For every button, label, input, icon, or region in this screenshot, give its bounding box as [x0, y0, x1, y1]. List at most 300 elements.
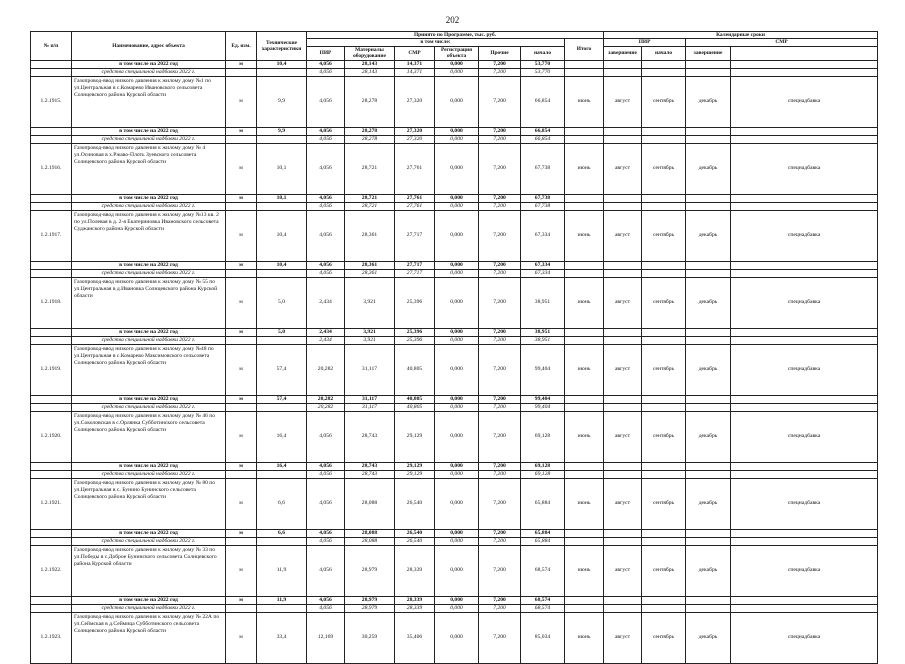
smr-end-cell: декабрь	[686, 612, 731, 663]
empty-cell	[686, 529, 731, 537]
row-number: 1.2.1915.	[31, 76, 72, 127]
funding-source-cell: спецнадбавка	[731, 143, 878, 194]
total-cell: 68,574	[521, 545, 565, 596]
smr-cell: 40,805	[395, 395, 435, 403]
subtotal-row	[31, 395, 878, 403]
reg-cell: 0,000	[435, 210, 479, 261]
smr-cell: 28,339	[395, 596, 435, 604]
tech-cell: 57,4	[257, 395, 307, 403]
object-row	[31, 143, 878, 194]
funding-source-cell: спецнадбавка	[731, 612, 878, 663]
mat-cell: 28,743	[345, 470, 395, 478]
funding-source-cell: спецнадбавка	[731, 210, 878, 261]
empty-cell	[642, 604, 686, 612]
other-cell: 7,200	[479, 68, 521, 76]
mat-cell: 31,117	[345, 403, 395, 411]
reg-cell: 0,000	[435, 537, 479, 545]
empty-cell	[604, 135, 642, 143]
other-cell: 7,200	[479, 537, 521, 545]
empty-cell	[642, 60, 686, 68]
empty-cell	[565, 68, 604, 76]
total-cell: 68,574	[521, 596, 565, 604]
empty-cell	[686, 261, 731, 269]
pir-start-cell: июнь	[565, 76, 604, 127]
pir-cell: 4,056	[307, 596, 345, 604]
smr-cell: 27,717	[395, 210, 435, 261]
pir-start-cell: июнь	[565, 612, 604, 663]
tech-cell	[257, 336, 307, 344]
smr-cell: 29,129	[395, 411, 435, 462]
unit-cell: м	[226, 210, 257, 261]
row-number: 1.2.1920.	[31, 411, 72, 462]
empty-cell	[565, 537, 604, 545]
total-cell: 66,854	[521, 76, 565, 127]
tech-cell	[257, 202, 307, 210]
empty-cell	[604, 328, 642, 336]
empty-cell	[31, 336, 72, 344]
empty-cell	[604, 596, 642, 604]
subtotal-label: в том числе на 2022 год	[72, 194, 226, 202]
reg-cell: 0,000	[435, 68, 479, 76]
pir-end-cell: август	[604, 210, 642, 261]
tech-cell	[257, 135, 307, 143]
smr-cell: 27,320	[395, 127, 435, 135]
empty-cell	[31, 529, 72, 537]
pir-start-cell: июнь	[565, 545, 604, 596]
empty-cell	[31, 127, 72, 135]
empty-cell	[731, 403, 878, 411]
tech-cell: 10,1	[257, 194, 307, 202]
other-cell: 7,200	[479, 545, 521, 596]
empty-cell	[686, 135, 731, 143]
table-body	[31, 60, 878, 663]
unit-cell	[226, 135, 257, 143]
pir-start-cell: июнь	[565, 143, 604, 194]
other-cell: 7,200	[479, 277, 521, 328]
reg-cell: 0,000	[435, 478, 479, 529]
unit-cell	[226, 604, 257, 612]
empty-cell	[642, 395, 686, 403]
smr-cell: 29,129	[395, 470, 435, 478]
total-cell: 53,770	[521, 68, 565, 76]
funding-source-cell: спецнадбавка	[731, 545, 878, 596]
other-cell: 7,200	[479, 604, 521, 612]
other-cell: 7,200	[479, 403, 521, 411]
object-name: Газопровод-ввод низкого давления к жилому дому № 4 ул.Осиновая в х.Ржаво-Плоть Зуевского сельсовета Солнцевского района Курской области	[72, 143, 226, 194]
smr-cell: 14,371	[395, 60, 435, 68]
other-cell: 7,200	[479, 261, 521, 269]
special-funds-row	[31, 135, 878, 143]
reg-cell: 0,000	[435, 344, 479, 395]
smr-end-cell: декабрь	[686, 344, 731, 395]
empty-cell	[31, 68, 72, 76]
special-funds-row	[31, 537, 878, 545]
empty-cell	[604, 60, 642, 68]
smr-cell: 29,129	[395, 462, 435, 470]
special-funds-label: средства специальной надбавки 2022 г.	[72, 604, 226, 612]
special-funds-row	[31, 470, 878, 478]
total-cell: 99,404	[521, 403, 565, 411]
empty-cell	[565, 202, 604, 210]
pir-cell: 4,056	[307, 604, 345, 612]
empty-cell	[642, 194, 686, 202]
mat-cell: 28,278	[345, 135, 395, 143]
mat-cell: 28,088	[345, 529, 395, 537]
empty-cell	[31, 596, 72, 604]
header-end-smr: завершение	[686, 46, 731, 60]
subtotal-row	[31, 194, 878, 202]
subtotal-row	[31, 462, 878, 470]
pir-cell: 20,282	[307, 395, 345, 403]
pir-cell: 4,056	[307, 68, 345, 76]
special-funds-label: средства специальной надбавки 2022 г.	[72, 269, 226, 277]
row-number: 1.2.1922.	[31, 545, 72, 596]
total-cell: 53,770	[521, 60, 565, 68]
other-cell: 7,200	[479, 328, 521, 336]
reg-cell: 0,000	[435, 194, 479, 202]
empty-cell	[642, 529, 686, 537]
mat-cell: 28,361	[345, 210, 395, 261]
empty-cell	[731, 529, 878, 537]
pir-cell: 4,056	[307, 470, 345, 478]
subtotal-label: в том числе на 2022 год	[72, 596, 226, 604]
unit-cell: м	[226, 194, 257, 202]
unit-cell	[226, 202, 257, 210]
tech-cell	[257, 537, 307, 545]
empty-cell	[565, 336, 604, 344]
object-name: Газопровод-ввод низкого давления к жилому дому № 46 по ул.Соколовская в с.Орлянка Субботинского сельсовета Солнцевского района Курской области	[72, 411, 226, 462]
empty-cell	[31, 604, 72, 612]
row-number: 1.2.1916.	[31, 143, 72, 194]
total-cell: 66,854	[521, 127, 565, 135]
empty-cell	[642, 328, 686, 336]
empty-cell	[565, 596, 604, 604]
empty-cell	[642, 537, 686, 545]
smr-cell: 27,320	[395, 135, 435, 143]
empty-cell	[642, 261, 686, 269]
unit-cell	[226, 269, 257, 277]
unit-cell: м	[226, 127, 257, 135]
reg-cell: 0,000	[435, 336, 479, 344]
row-number: 1.2.1921.	[31, 478, 72, 529]
empty-cell	[731, 604, 878, 612]
smr-start-cell: сентябрь	[642, 478, 686, 529]
unit-cell: м	[226, 411, 257, 462]
reg-cell: 0,000	[435, 202, 479, 210]
other-cell: 7,200	[479, 411, 521, 462]
empty-cell	[604, 194, 642, 202]
mat-cell: 28,743	[345, 411, 395, 462]
unit-cell: м	[226, 612, 257, 663]
smr-start-cell: сентябрь	[642, 545, 686, 596]
pir-cell: 12,169	[307, 612, 345, 663]
tech-cell: 57,4	[257, 344, 307, 395]
header-cal-smr: СМР	[686, 39, 878, 46]
tech-cell: 5,0	[257, 277, 307, 328]
header-start-pir: начало	[521, 46, 565, 60]
smr-cell: 27,761	[395, 194, 435, 202]
pir-end-cell: август	[604, 612, 642, 663]
mat-cell: 28,088	[345, 478, 395, 529]
pir-end-cell: август	[604, 344, 642, 395]
mat-cell: 28,979	[345, 596, 395, 604]
smr-cell: 28,339	[395, 545, 435, 596]
pir-cell: 4,056	[307, 135, 345, 143]
special-funds-label: средства специальной надбавки 2022 г.	[72, 336, 226, 344]
tech-cell: 10,4	[257, 261, 307, 269]
tech-cell: 9,9	[257, 127, 307, 135]
pir-cell: 4,056	[307, 462, 345, 470]
other-cell: 7,200	[479, 470, 521, 478]
pir-start-cell: июнь	[565, 478, 604, 529]
reg-cell: 0,000	[435, 545, 479, 596]
tech-cell	[257, 604, 307, 612]
tech-cell: 16,4	[257, 411, 307, 462]
special-funds-label: средства специальной надбавки 2022 г.	[72, 537, 226, 545]
pir-cell: 4,056	[307, 210, 345, 261]
total-cell: 99,404	[521, 395, 565, 403]
smr-cell: 26,540	[395, 529, 435, 537]
header-end-pir: завершение	[604, 46, 642, 60]
empty-cell	[686, 336, 731, 344]
pir-end-cell: август	[604, 411, 642, 462]
smr-cell: 25,396	[395, 277, 435, 328]
smr-cell: 26,540	[395, 537, 435, 545]
special-funds-label: средства специальной надбавки 2022 г.	[72, 470, 226, 478]
empty-cell	[731, 395, 878, 403]
row-number: 1.2.1923.	[31, 612, 72, 663]
special-funds-label: средства специальной надбавки 2022 г.	[72, 135, 226, 143]
header-incl: в том числе:	[307, 39, 565, 46]
unit-cell: м	[226, 462, 257, 470]
smr-end-cell: декабрь	[686, 478, 731, 529]
funding-source-cell: спецнадбавка	[731, 277, 878, 328]
mat-cell: 28,143	[345, 60, 395, 68]
empty-cell	[604, 261, 642, 269]
pir-cell: 4,056	[307, 537, 345, 545]
empty-cell	[642, 68, 686, 76]
smr-cell: 40,805	[395, 344, 435, 395]
empty-cell	[604, 68, 642, 76]
pir-start-cell: июнь	[565, 411, 604, 462]
subtotal-row	[31, 60, 878, 68]
mat-cell: 28,278	[345, 76, 395, 127]
subtotal-row	[31, 127, 878, 135]
smr-cell: 26,540	[395, 478, 435, 529]
other-cell: 7,200	[479, 210, 521, 261]
empty-cell	[731, 596, 878, 604]
smr-start-cell: сентябрь	[642, 612, 686, 663]
total-cell: 65,884	[521, 529, 565, 537]
total-cell: 67,334	[521, 261, 565, 269]
mat-cell: 28,361	[345, 269, 395, 277]
object-name: Газопровод-ввод низкого давления к жилому дому № 33 по ул.Победы в с.Доброе Бунинского сельсовета Солнцевского района Курской области	[72, 545, 226, 596]
total-cell: 67,334	[521, 210, 565, 261]
object-row	[31, 478, 878, 529]
unit-cell: м	[226, 529, 257, 537]
total-cell: 67,738	[521, 202, 565, 210]
tech-cell: 6,6	[257, 529, 307, 537]
pir-cell: 4,056	[307, 143, 345, 194]
header-tech: Технические характеристики	[257, 32, 307, 61]
funding-source-cell: спецнадбавка	[731, 478, 878, 529]
mat-cell: 3,921	[345, 336, 395, 344]
header-cal-pir: ПИР	[604, 39, 686, 46]
object-name: Газопровод-ввод низкого давления к жилому дому №1 по ул.Центральная в с.Комарево Ивановского сельсовета Солнцевского района Курской области	[72, 76, 226, 127]
total-cell: 69,128	[521, 411, 565, 462]
mat-cell: 28,278	[345, 127, 395, 135]
other-cell: 7,200	[479, 143, 521, 194]
total-cell: 69,128	[521, 462, 565, 470]
table-header	[31, 32, 878, 61]
other-cell: 7,200	[479, 269, 521, 277]
empty-cell	[565, 60, 604, 68]
empty-cell	[686, 194, 731, 202]
empty-cell	[642, 269, 686, 277]
tech-cell	[257, 68, 307, 76]
empty-cell	[31, 537, 72, 545]
pir-cell: 4,056	[307, 76, 345, 127]
empty-cell	[565, 395, 604, 403]
tech-cell: 11,9	[257, 596, 307, 604]
object-row	[31, 210, 878, 261]
unit-cell	[226, 537, 257, 545]
other-cell: 7,200	[479, 478, 521, 529]
mat-cell: 3,921	[345, 277, 395, 328]
empty-cell	[642, 336, 686, 344]
other-cell: 7,200	[479, 529, 521, 537]
other-cell: 7,200	[479, 135, 521, 143]
mat-cell: 28,361	[345, 261, 395, 269]
empty-cell	[565, 470, 604, 478]
reg-cell: 0,000	[435, 612, 479, 663]
empty-cell	[604, 604, 642, 612]
unit-cell: м	[226, 76, 257, 127]
empty-cell	[686, 328, 731, 336]
pir-cell: 4,056	[307, 411, 345, 462]
special-funds-row	[31, 403, 878, 411]
row-number: 1.2.1917.	[31, 210, 72, 261]
empty-cell	[604, 537, 642, 545]
reg-cell: 0,000	[435, 261, 479, 269]
mat-cell: 28,721	[345, 202, 395, 210]
empty-cell	[31, 135, 72, 143]
reg-cell: 0,000	[435, 529, 479, 537]
object-row	[31, 411, 878, 462]
empty-cell	[31, 261, 72, 269]
empty-cell	[31, 470, 72, 478]
special-funds-row	[31, 68, 878, 76]
reg-cell: 0,000	[435, 277, 479, 328]
empty-cell	[686, 202, 731, 210]
unit-cell: м	[226, 478, 257, 529]
empty-cell	[731, 269, 878, 277]
header-smr: СМР	[395, 46, 435, 60]
pir-end-cell: август	[604, 545, 642, 596]
object-name: Газопровод-ввод низкого давления к жилому дому № 80 по ул.Центральная в с. Бунино Бунинского сельсовета Солнцевского района Курской области	[72, 478, 226, 529]
empty-cell	[31, 194, 72, 202]
pir-end-cell: август	[604, 478, 642, 529]
reg-cell: 0,000	[435, 395, 479, 403]
empty-cell	[565, 462, 604, 470]
empty-cell	[31, 60, 72, 68]
header-calendar: Календарные сроки	[604, 32, 878, 39]
other-cell: 7,200	[479, 194, 521, 202]
unit-cell	[226, 336, 257, 344]
smr-start-cell: сентябрь	[642, 277, 686, 328]
subtotal-label: в том числе на 2022 год	[72, 127, 226, 135]
funding-source-cell: спецнадбавка	[731, 76, 878, 127]
total-cell: 38,951	[521, 328, 565, 336]
header-other: Прочие	[479, 46, 521, 60]
pir-cell: 20,282	[307, 344, 345, 395]
empty-cell	[31, 269, 72, 277]
subtotal-label: в том числе на 2022 год	[72, 529, 226, 537]
total-cell: 69,128	[521, 470, 565, 478]
reg-cell: 0,000	[435, 328, 479, 336]
mat-cell: 3,921	[345, 328, 395, 336]
pir-cell: 4,056	[307, 261, 345, 269]
empty-cell	[686, 604, 731, 612]
total-cell: 38,951	[521, 336, 565, 344]
reg-cell: 0,000	[435, 604, 479, 612]
pir-end-cell: август	[604, 76, 642, 127]
empty-cell	[565, 328, 604, 336]
total-cell: 65,884	[521, 537, 565, 545]
other-cell: 7,200	[479, 462, 521, 470]
empty-cell	[686, 127, 731, 135]
special-funds-row	[31, 336, 878, 344]
empty-cell	[686, 395, 731, 403]
other-cell: 7,200	[479, 127, 521, 135]
header-start-smr: начало	[642, 46, 686, 60]
tech-cell: 10,1	[257, 143, 307, 194]
object-name: Газопровод-ввод низкого давления к жилому дому №13 кв. 2 по ул.Полевая в д. 2-я Екатериновка Ивановского сельсовета Суджанского района Курской области	[72, 210, 226, 261]
object-name: Газопровод-ввод низкого давления к жилому дому №48 по ул.Центральная в с.Комарево Максимовского сельсовета Солнцевского района Курской области	[72, 344, 226, 395]
smr-start-cell: сентябрь	[642, 411, 686, 462]
empty-cell	[731, 194, 878, 202]
special-funds-label: средства специальной надбавки 2022 г.	[72, 403, 226, 411]
empty-cell	[31, 328, 72, 336]
tech-cell: 9,9	[257, 76, 307, 127]
reg-cell: 0,000	[435, 143, 479, 194]
other-cell: 7,200	[479, 76, 521, 127]
mat-cell: 28,979	[345, 604, 395, 612]
total-cell: 68,574	[521, 604, 565, 612]
reg-cell: 0,000	[435, 60, 479, 68]
empty-cell	[604, 127, 642, 135]
smr-end-cell: декабрь	[686, 210, 731, 261]
tech-cell	[257, 269, 307, 277]
reg-cell: 0,000	[435, 135, 479, 143]
header-unit: Ед. изм.	[226, 32, 257, 61]
smr-end-cell: декабрь	[686, 277, 731, 328]
subtotal-label: в том числе на 2022 год	[72, 395, 226, 403]
empty-cell	[686, 403, 731, 411]
pir-start-cell: июнь	[565, 344, 604, 395]
smr-cell: 27,761	[395, 143, 435, 194]
empty-cell	[642, 403, 686, 411]
pir-end-cell: август	[604, 143, 642, 194]
subtotal-label: в том числе на 2022 год	[72, 60, 226, 68]
tech-cell	[257, 403, 307, 411]
tech-cell: 10,4	[257, 210, 307, 261]
total-cell: 85,034	[521, 612, 565, 663]
empty-cell	[604, 529, 642, 537]
funding-source-cell: спецнадбавка	[731, 411, 878, 462]
row-number: 1.2.1918.	[31, 277, 72, 328]
tech-cell: 33,4	[257, 612, 307, 663]
